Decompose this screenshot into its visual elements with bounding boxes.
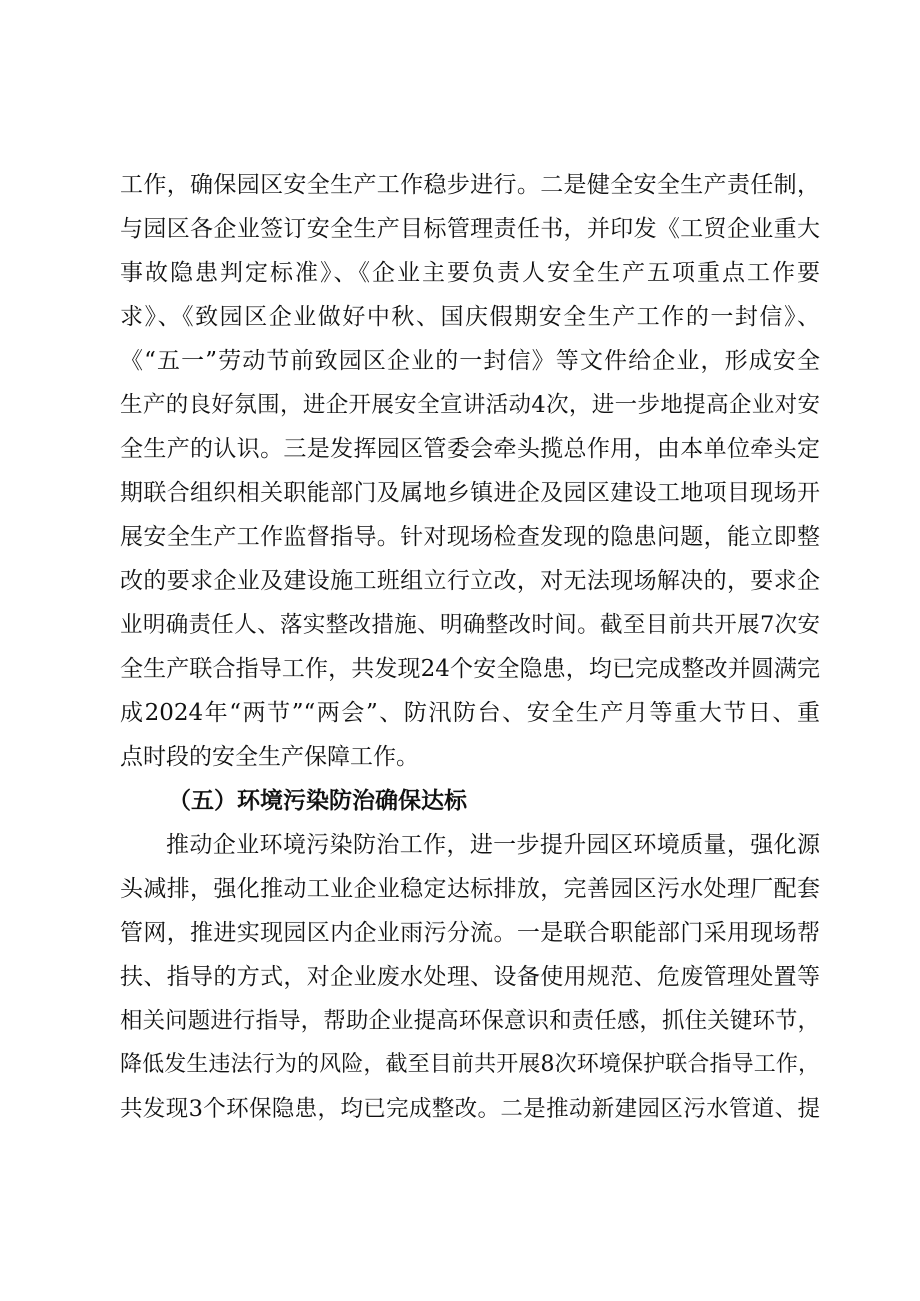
paragraph-line: 共发现3个环保隐患，均已完成整改。二是推动新建园区污水管道、提 [120, 1096, 820, 1122]
paragraph-line: 生产的良好氛围，进企开展安全宣讲活动4次，进一步地提高企业对安 [120, 392, 820, 418]
paragraph-line: 降低发生违法行为的风险，截至目前共开展8次环境保护联合指导工作， [120, 1052, 820, 1077]
paragraph-line: 点时段的安全生产保障工作。 [120, 744, 419, 770]
paragraph-line: 《“五一”劳动节前致园区企业的一封信》等文件给企业，形成安全 [120, 348, 820, 374]
paragraph-line: 推动企业环境污染防治工作，进一步提升园区环境质量，强化源 [166, 832, 820, 858]
paragraph-line: 业明确责任人、落实整改措施、明确整改时间。截至目前共开展7次安 [120, 612, 820, 638]
paragraph-line: 头减排，强化推动工业企业稳定达标排放，完善园区污水处理厂配套 [120, 876, 820, 902]
paragraph-line: 全生产联合指导工作，共发现24个安全隐患，均已完成整改并圆满完 [120, 656, 820, 682]
paragraph-line: 工作，确保园区安全生产工作稳步进行。二是健全安全生产责任制， [120, 172, 820, 198]
paragraph-line: 展安全生产工作监督指导。针对现场检查发现的隐患问题，能立即整 [120, 524, 820, 550]
paragraph-line: 管网，推进实现园区内企业雨污分流。一是联合职能部门采用现场帮 [120, 920, 820, 946]
paragraph-line: 事故隐患判定标准》、《企业主要负责人安全生产五项重点工作要 [120, 260, 820, 286]
paragraph-line: 相关问题进行指导，帮助企业提高环保意识和责任感，抓住关键环节， [120, 1008, 820, 1034]
paragraph-line: 成2024年“两节”“两会”、防汛防台、安全生产月等重大节日、重 [120, 700, 820, 726]
section-heading: （五）环境污染防治确保达标 [168, 788, 467, 814]
paragraph-line: 改的要求企业及建设施工班组立行立改，对无法现场解决的，要求企 [120, 568, 820, 594]
paragraph-line: 全生产的认识。三是发挥园区管委会牵头揽总作用，由本单位牵头定 [120, 436, 820, 462]
paragraph-line: 扶、指导的方式，对企业废水处理、设备使用规范、危废管理处置等 [120, 964, 820, 990]
paragraph-line: 期联合组织相关职能部门及属地乡镇进企及园区建设工地项目现场开 [120, 480, 820, 506]
paragraph-line: 求》、《致园区企业做好中秋、国庆假期安全生产工作的一封信》、 [120, 304, 820, 330]
paragraph-line: 与园区各企业签订安全生产目标管理责任书，并印发《工贸企业重大 [120, 216, 820, 242]
